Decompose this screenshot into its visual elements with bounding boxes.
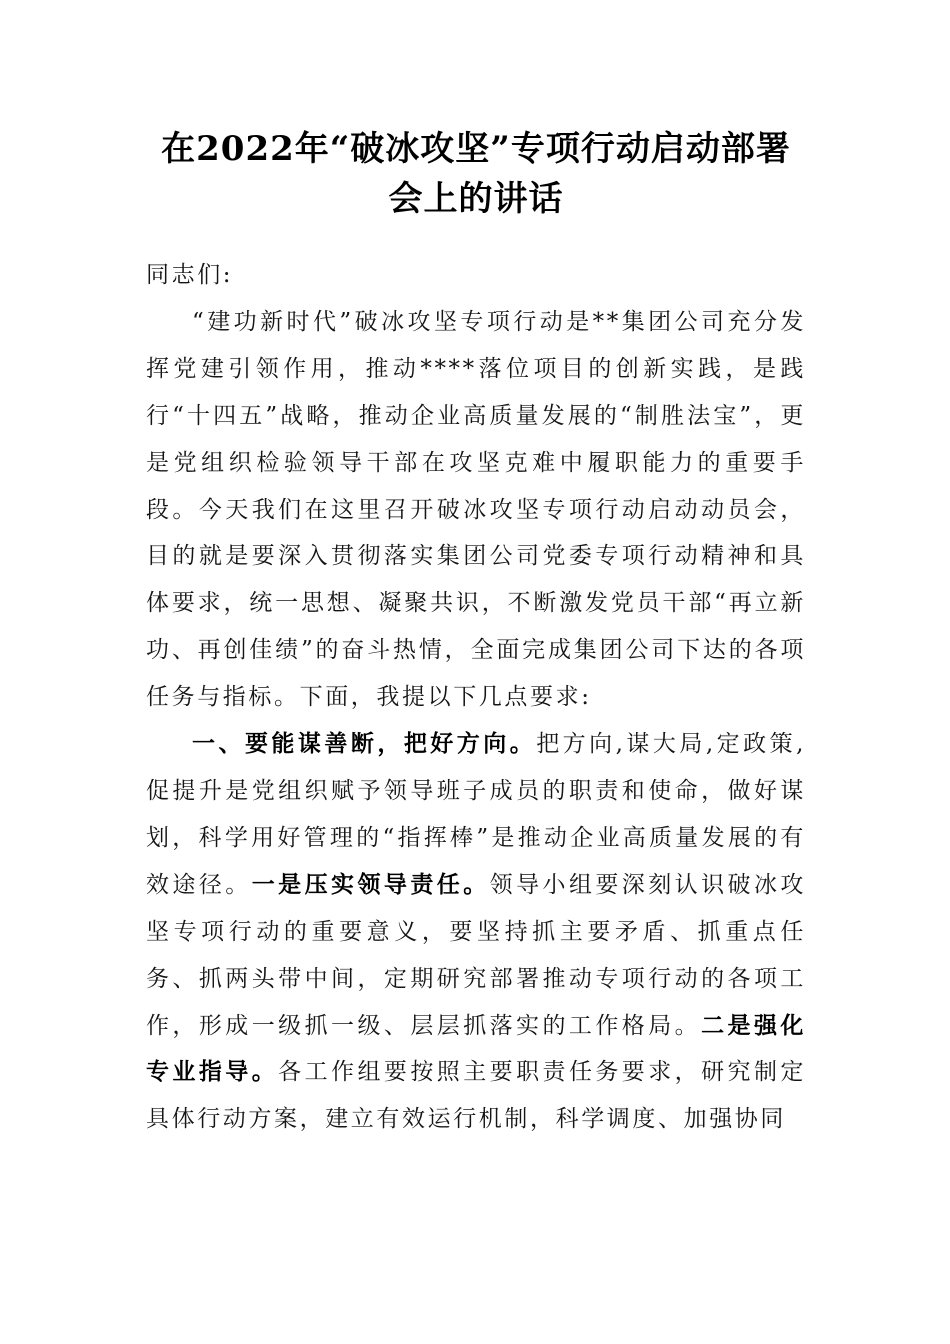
point-2-heading: 二是强化专业指导。 <box>146 1011 806 1086</box>
document-page <box>146 124 806 1143</box>
title-line-1: 在2022年“破冰攻坚”专项行动启动部署 <box>161 129 791 169</box>
point-1-heading: 一是压实领导责任。 <box>251 870 490 898</box>
salutation: 同志们: <box>146 262 234 288</box>
paragraph-intro: “建功新时代”破冰攻坚专项行动是**集团公司充分发挥党建引领作用，推动****落位项目的创新实践，是践行“十四五”战略，推动企业高质量发展的“制胜法宝”，更是党组织检验领导干部在攻坚克难中履职能力的重要手段。今天我们在这里召开破冰攻坚专项行动启动动员会，目的就是要深入贯彻落实集团公司党委专项行动精神和具体要求，统一思想、凝聚共识，不断激发党员干部“再立新功、再创佳绩”的奋斗热情，全面完成集团公司下达的各项任务与指标。下面，我提以下几点要求: <box>146 308 806 711</box>
document-body <box>146 252 806 1143</box>
point-1-text: 领导小组要深刻认识破冰攻坚专项行动的重要意义，要坚持抓主要矛盾、抓重点任务、抓两头带中间，定期研究部署推动专项行动的各项工作，形成一级抓一级、层层抓落实的工作格局。 <box>146 871 807 1039</box>
document-title <box>146 124 806 224</box>
title-line-2: 会上的讲话 <box>388 179 564 219</box>
paragraph-section-1 <box>146 721 806 1143</box>
section-1-heading: 一、要能谋善断，把好方向。 <box>192 730 537 758</box>
point-2-text: 各工作组要按照主要职责任务要求，研究制定具体行动方案，建立有效运行机制，科学调度、加强协同 <box>146 1059 807 1133</box>
section-1-text: 把方向,谋大局,定政策,促提升是党组织赋予领导班子成员的职责和使命，做好谋划，科学用好管理的“指挥棒”是推动企业高质量发展的有效途径。 <box>146 731 806 898</box>
